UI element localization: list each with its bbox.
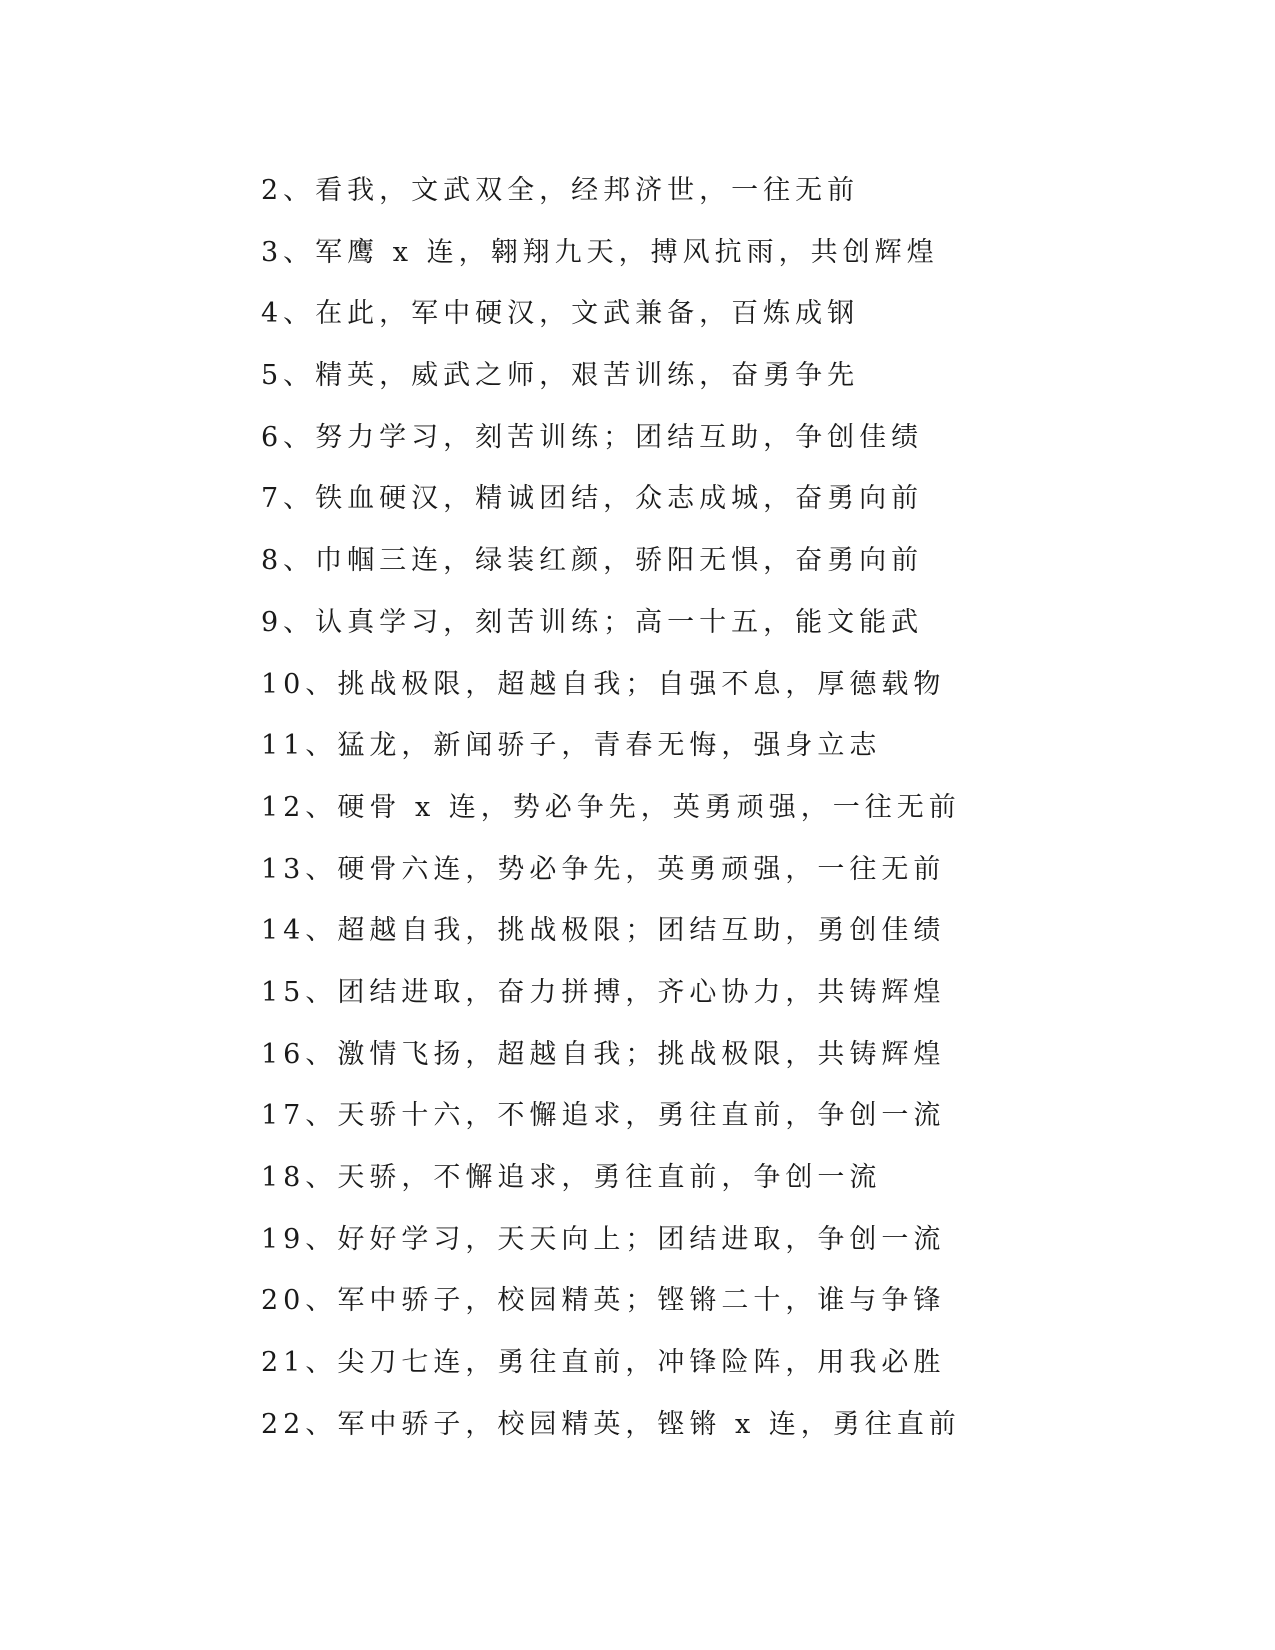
slogan-line: 4、在此，军中硬汉，文武兼备，百炼成钢 [261,298,860,330]
slogan-line: 7、铁血硬汉，精诚团结，众志成城，奋勇向前 [261,483,924,515]
slogan-line: 5、精英，威武之师，艰苦训练，奋勇争先 [261,360,860,392]
slogan-line: 11、猛龙，新闻骄子，青春无悔，强身立志 [261,730,882,762]
slogan-line: 14、超越自我，挑战极限；团结互助，勇创佳绩 [261,915,946,947]
slogan-line: 20、军中骄子，校园精英；铿锵二十，谁与争锋 [261,1285,946,1317]
slogan-line: 17、天骄十六，不懈追求，勇往直前，争创一流 [261,1100,946,1132]
slogan-line: 21、尖刀七连，勇往直前，冲锋险阵，用我必胜 [261,1347,946,1379]
slogan-line: 13、硬骨六连，势必争先，英勇顽强，一往无前 [261,853,946,885]
slogan-line: 10、挑战极限，超越自我；自强不息，厚德载物 [261,668,946,700]
slogan-line: 22、军中骄子，校园精英，铿锵 x 连，勇往直前 [261,1408,961,1440]
slogan-line: 12、硬骨 x 连，势必争先，英勇顽强，一往无前 [261,791,961,823]
slogan-line: 2、看我，文武双全，经邦济世，一往无前 [261,175,860,206]
slogan-line: 9、认真学习，刻苦训练；高一十五，能文能武 [261,606,924,638]
slogan-line: 3、军鹰 x 连，翱翔九天，搏风抗雨，共创辉煌 [261,236,939,268]
slogan-list [261,160,1021,1455]
slogan-line: 19、好好学习，天天向上；团结进取，争创一流 [261,1223,946,1255]
slogan-line: 18、天骄，不懈追求，勇往直前，争创一流 [261,1162,882,1193]
slogan-line: 8、巾帼三连，绿装红颜，骄阳无惧，奋勇向前 [261,545,924,577]
slogan-line: 6、努力学习，刻苦训练；团结互助，争创佳绩 [261,421,924,453]
slogan-line: 15、团结进取，奋力拼搏，齐心协力，共铸辉煌 [261,976,946,1008]
slogan-line: 16、激情飞扬，超越自我；挑战极限，共铸辉煌 [261,1038,946,1070]
